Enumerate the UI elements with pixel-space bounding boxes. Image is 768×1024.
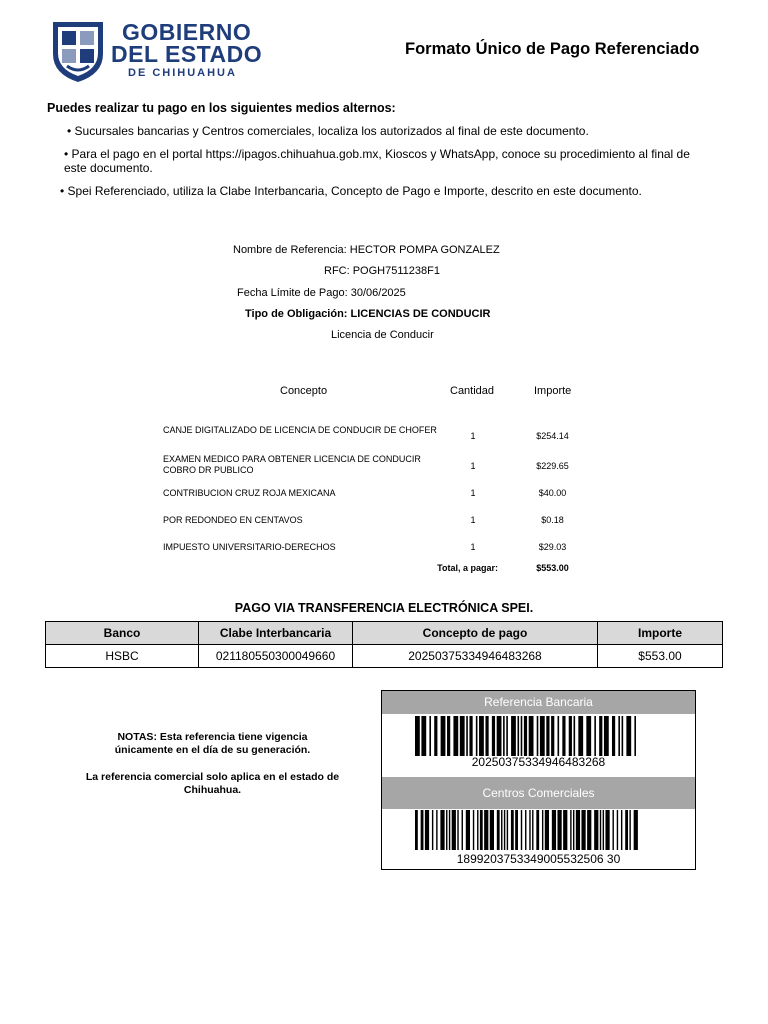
barcode-bar — [521, 810, 522, 850]
barcode-bar — [536, 810, 539, 850]
barcode-bar — [429, 716, 431, 756]
spei-bank: HSBC — [46, 645, 199, 668]
barcode-bar — [581, 810, 585, 850]
barcode-bar — [479, 716, 484, 756]
column-header-concepto: Concepto — [280, 385, 328, 397]
barcode-bar — [532, 810, 533, 850]
barcode-bar — [421, 810, 424, 850]
barcode-bar — [626, 716, 631, 756]
spei-clabe: 021180550300049660 — [199, 645, 353, 668]
alternatives-heading: Puedes realizar tu pago en los siguientes medios alternos: — [47, 101, 396, 115]
spei-table — [45, 621, 723, 668]
barcode-bar — [511, 716, 516, 756]
barcode-bar — [415, 810, 418, 850]
note-validity: NOTAS: Esta referencia tiene vigencia únicamente en el día de su generación. — [114, 731, 311, 756]
barcode-bar — [545, 810, 549, 850]
barcode-bar — [497, 716, 502, 756]
column-header-importe: Importe — [534, 385, 572, 397]
barcode-bar — [587, 810, 591, 850]
barcode-bar — [432, 810, 433, 850]
spei-header-banco: Banco — [46, 622, 199, 645]
barcode-bar — [558, 716, 560, 756]
note-commercial: La referencia comercial solo aplica en el estado de Chihuahua. — [85, 771, 340, 796]
bank-reference-number: 20250375334946483268 — [471, 755, 606, 769]
barcode-bar — [600, 810, 601, 850]
spei-header-row — [46, 622, 723, 645]
spei-header-importe: Importe — [598, 622, 723, 645]
concept-row — [0, 488, 768, 518]
barcode-box — [381, 690, 696, 870]
concept-description: EXAMEN MEDICO PARA OBTENER LICENCIA DE CONDUCIR COBRO DR PUBLICO — [163, 454, 421, 475]
concept-quantity: 1 — [470, 488, 476, 498]
barcode-bar — [449, 810, 450, 850]
barcode-bar — [507, 810, 508, 850]
barcode-bar — [484, 810, 488, 850]
barcode-bar — [570, 810, 571, 850]
barcode-bar — [562, 716, 565, 756]
barcode-bar — [618, 716, 620, 756]
barcode-bar — [594, 716, 596, 756]
barcode-bar — [485, 716, 488, 756]
barcode-bar — [511, 810, 514, 850]
barcode-bar — [537, 716, 539, 756]
barcode-bar — [551, 716, 554, 756]
barcode-bar — [525, 810, 526, 850]
document-title: Formato Único de Pago Referenciado — [405, 40, 700, 58]
commerce-reference-label: Centros Comerciales — [382, 777, 695, 809]
barcode-bar — [529, 810, 530, 850]
obligation-type: Tipo de Obligación: LICENCIAS DE CONDUCIR — [245, 308, 491, 320]
barcode-bar — [578, 716, 583, 756]
concept-row — [0, 454, 768, 484]
barcode-bar — [540, 716, 545, 756]
barcode-bar — [440, 810, 444, 850]
barcode-bar — [542, 810, 543, 850]
concept-quantity: 1 — [470, 542, 476, 552]
barcode-bar — [469, 716, 472, 756]
barcode-bar — [452, 810, 456, 850]
alternative-item: • Sucursales bancarias y Centros comerciales, localiza los autorizados al final de este documento. — [67, 124, 589, 138]
concept-row — [0, 542, 768, 572]
concept-amount: $0.18 — [541, 515, 564, 525]
concept-row — [0, 515, 768, 545]
barcode-bar — [457, 810, 458, 850]
barcode-bar — [421, 716, 426, 756]
barcode-bar — [557, 810, 561, 850]
barcode-bar — [552, 810, 556, 850]
concept-row — [0, 425, 768, 455]
alternative-item: • Para el pago en el portal https://ipagos.chihuahua.gob.mx, Kioscos y WhatsApp, conoce su procedimiento al final de este documento. — [64, 147, 690, 175]
barcode-bar — [622, 716, 624, 756]
barcode-bar — [501, 810, 502, 850]
barcode-bar — [574, 716, 576, 756]
barcode-bar — [476, 716, 478, 756]
barcode-bar — [490, 810, 494, 850]
barcode-bar — [415, 716, 420, 756]
barcode-bar — [434, 716, 437, 756]
barcode-bar — [473, 810, 474, 850]
bank-barcode — [415, 716, 652, 756]
barcode-bar — [441, 716, 446, 756]
barcode-bar — [546, 716, 549, 756]
concept-quantity: 1 — [470, 461, 476, 471]
concept-amount: $229.65 — [536, 461, 569, 471]
total-label: Total, a pagar: — [437, 563, 498, 573]
spei-amount: $553.00 — [598, 645, 723, 668]
barcode-bar — [603, 810, 604, 850]
barcode-bar — [466, 716, 468, 756]
concept-amount: $40.00 — [538, 488, 567, 498]
barcode-bar — [599, 716, 602, 756]
barcode-bar — [503, 716, 505, 756]
barcode-bar — [447, 716, 450, 756]
spei-data-row — [46, 645, 723, 668]
barcode-bar — [524, 716, 527, 756]
concept-amount: $29.03 — [538, 542, 567, 552]
commerce-barcode — [415, 810, 652, 850]
barcode-bar — [613, 810, 614, 850]
concept-quantity: 1 — [470, 431, 476, 441]
barcode-bar — [492, 716, 495, 756]
barcode-bar — [617, 810, 618, 850]
barcode-bar — [436, 810, 437, 850]
barcode-bar — [515, 810, 518, 850]
concept-description: POR REDONDEO EN CENTAVOS — [163, 515, 303, 525]
concept-quantity: 1 — [470, 515, 476, 525]
barcode-bar — [460, 716, 465, 756]
barcode-bar — [612, 716, 615, 756]
state-shield-logo — [49, 18, 107, 84]
concept-amount: $254.14 — [536, 431, 569, 441]
total-value: $553.00 — [536, 563, 569, 573]
barcode-bar — [480, 810, 483, 850]
barcode-bar — [529, 716, 534, 756]
barcode-bar — [466, 810, 470, 850]
barcode-bar — [477, 810, 478, 850]
concept-description: CONTRIBUCION CRUZ ROJA MEXICANA — [163, 488, 336, 498]
barcode-bar — [517, 716, 519, 756]
barcode-bar — [586, 716, 591, 756]
concept-description: IMPUESTO UNIVERSITARIO-DERECHOS — [163, 542, 336, 552]
payment-deadline: Fecha Límite de Pago: 30/06/2025 — [237, 287, 406, 299]
barcode-bar — [446, 810, 447, 850]
barcode-bar — [605, 810, 609, 850]
logo-text-gobierno: GOBIERNO — [122, 19, 252, 45]
alternative-item: • Spei Referenciado, utiliza la Clabe Interbancaria, Concepto de Pago e Importe, descrito en este documento. — [60, 184, 642, 198]
barcode-bar — [425, 810, 429, 850]
reference-name: Nombre de Referencia: HECTOR POMPA GONZALEZ — [233, 244, 500, 256]
barcode-bar — [563, 810, 567, 850]
spei-title: PAGO VIA TRANSFERENCIA ELECTRÓNICA SPEI. — [234, 601, 534, 615]
barcode-bar — [576, 810, 580, 850]
commerce-reference-number: 1899203753349005532506 30 — [456, 852, 621, 866]
barcode-bar — [506, 716, 508, 756]
barcode-bar — [625, 810, 628, 850]
barcode-bar — [521, 716, 523, 756]
logo-text-del-estado: DEL ESTADO — [111, 41, 263, 67]
barcode-bar — [634, 716, 636, 756]
barcode-bar — [453, 716, 458, 756]
barcode-bar — [569, 716, 572, 756]
column-header-cantidad: Cantidad — [450, 385, 495, 397]
concept-description: CANJE DIGITALIZADO DE LICENCIA DE CONDUCIR DE CHOFER — [163, 425, 437, 435]
spei-concept: 20250375334946483268 — [353, 645, 598, 668]
barcode-bar — [621, 810, 622, 850]
barcode-bar — [462, 810, 463, 850]
barcode-bar — [573, 810, 574, 850]
spei-header-clabe: Clabe Interbancaria — [199, 622, 353, 645]
barcode-bar — [629, 810, 630, 850]
barcode-bar — [497, 810, 500, 850]
spei-header-concepto: Concepto de pago — [353, 622, 598, 645]
barcode-bar — [594, 810, 598, 850]
barcode-bar — [504, 810, 505, 850]
reference-rfc: RFC: POGH7511238F1 — [324, 265, 440, 277]
bank-reference-label: Referencia Bancaria — [382, 691, 695, 714]
barcode-bar — [604, 716, 609, 756]
barcode-bar — [634, 810, 638, 850]
license-type: Licencia de Conducir — [331, 329, 434, 341]
logo-text-chihuahua: DE CHIHUAHUA — [128, 67, 237, 79]
